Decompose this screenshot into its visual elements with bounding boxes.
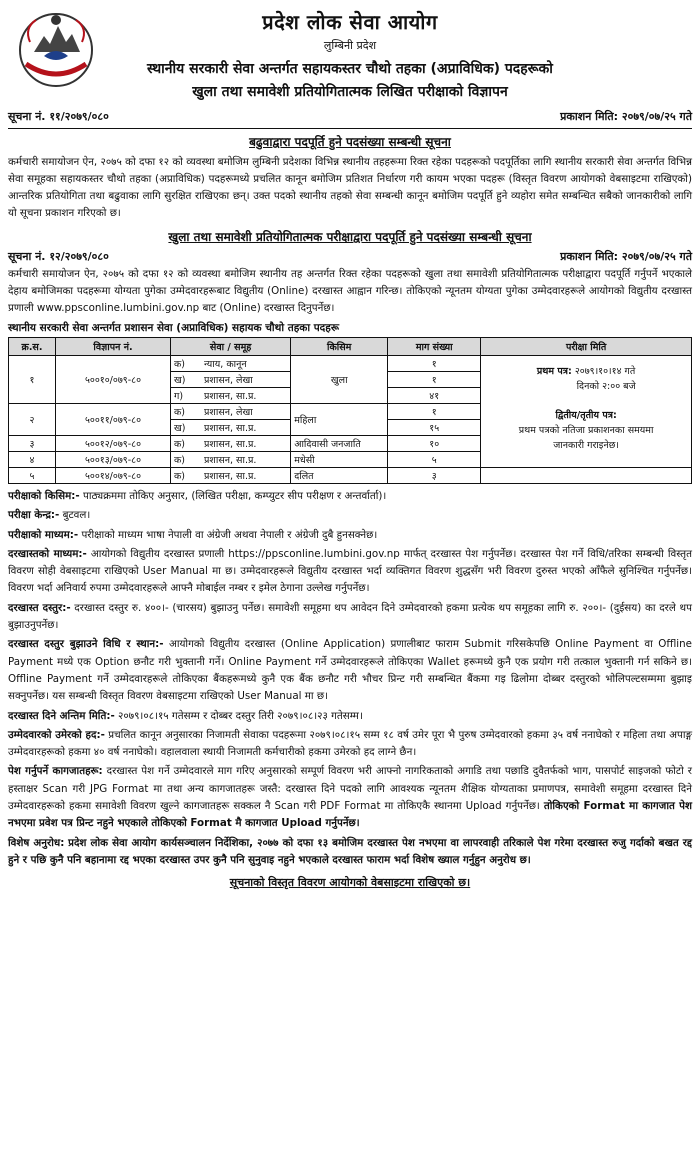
cell-count: १ [388,356,481,372]
medium-value: परीक्षाको माध्यम भाषा नेपाली वा अंग्रेजी अथवा नेपाली र अंग्रेजी दुबै हुनसक्नेछ। [81,528,378,541]
cell-k: क) [171,404,202,420]
cell-adv: ५००१३/०७९-८० [56,452,171,468]
app-medium-value: आयोगको विद्युतीय दरखास्त प्रणाली https://ppsconline.lumbini.gov.np मार्फत् दरखास्त पेश गर्नुपर्नेछ। दरखास्त पेश गर्ने विधि/तरिका सम्बन्धी विस्तृत विवरण सोही वेबसाइटमा राखिएको User Manual मा छ। उम्मेदवारहरूले विद्युतीय दरखास्त भर्दा व्यक्तिगत विवरण शुद्धसँग भरी विवरण दुरुस्त भएको आँफैले सुनिश्चित गर्नुपर्नेछ। विवरण भर्दा अनिवार्य रुपमा उम्मेदवारहरूले आफ्नै मोबाईल नम्बर र इमेल ठेगाना उल्लेख गर्नुपर्नेछ। [8,547,692,595]
special-label: विशेष अनुरोध: [8,836,65,849]
cell-count: १ [388,404,481,420]
col-adv: विज्ञापन नं. [56,338,171,356]
header-line-1: स्थानीय सरकारी सेवा अन्तर्गत सहायकस्तर चौथो तहका (अप्राविधिक) पदहरूको [147,61,553,77]
exam-first-time: दिनको २:०० बजे [576,381,636,392]
cell-sn: ५ [9,468,56,484]
cell-adv: ५००१४/०७९-८० [56,468,171,484]
posts-table [8,337,692,484]
center-row [8,507,692,524]
fee-value: दरखास्त दस्तुर रु. ४००।- (चारसय) बुझाउनु पर्नेछ। समावेशी समूहमा थप आवेदन दिने उम्मेदवारको हकमा प्रत्येक थप समूहका लागि रु. २००।- (दुईसय) का दरले थप बुझाउनुपर्नेछ। [8,601,692,632]
cell-kisim: मधेसी [291,452,388,468]
notice-1-subject: बढुवाद्वारा पदपूर्ति हुने पदसंख्या सम्बन्धी सूचना [249,135,451,149]
commission-title: प्रदेश लोक सेवा आयोग [262,10,438,34]
age-row [8,727,692,762]
special-row [8,835,692,870]
cell-exam-date [481,356,692,468]
cell-adv: ५००१२/०७९-८० [56,436,171,452]
docs-row [8,763,692,832]
cell-kisim: खुला [291,356,388,404]
nepal-emblem-icon [14,6,98,90]
footer-note: सूचनाको विस्तृत विवरण आयोगको वेबसाइटमा राखिएको छ। [229,876,471,890]
cell-k: क) [171,436,202,452]
notice-2-meta [8,249,692,264]
notice-1-meta [8,109,692,124]
cell-sn: ४ [9,452,56,468]
payment-value: आयोगको विद्युतीय दरखास्त (Online Application) प्रणालीबाट फाराम Submit गरिसकेपछि Online Payment वा Offline Payment मध्ये एक Option छनौट गरी भुक्तानी गर्ने। Online Payment गर्ने उम्मेदवारहरूले तोकिएका Wallet हरूमध्ये कुनै एक प्रयोग गरी तत्काल भुक्तानी गर्न सकिने छ। Offline Payment गर्ने उम्मेदवारहरूले तोकिएका बैंकहरूमध्ये कुनै एक बैंक छनौट गरी भौचर प्रिन्ट गरी सम्बन्धित बैंकमा गइ ढिलोमा दोब्बर दस्तुरको भोलिपल्टसम्ममा बुझाइ सक्नुपर्नेछ। यस सम्बन्धी विस्तृत विवरण वेबसाइटमा राखिएको User Manual मा छ। [8,638,692,703]
cell-count: ३ [388,468,481,484]
exam-type-row [8,488,692,505]
cell-kisim: दलित [291,468,388,484]
col-count: माग संख्या [388,338,481,356]
table-row [9,468,692,484]
notice-2-number: सूचना नं. १२/२०७९/०८० [8,250,109,263]
cell-k: ख) [171,372,202,388]
cell-count: १ [388,372,481,388]
app-medium-label: दरखास्तको माध्यम:- [8,547,87,560]
notice-2-body: कर्मचारी समायोजन ऐन, २०७५ को दफा १२ को व्यवस्था बमोजिम स्थानीय तह अन्तर्गत रिक्त रहेका पदहरूको खुला तथा समावेशी प्रतियोगितात्मक परीक्षाद्वारा पदपूर्ति गर्नुपर्ने भएकाले देहाय बमोजिमका पदहरूमा योग्यता पुगेका उम्मेदवारहरूबाट विद्युतीय (Online) दरखास्त आह्वान गरिन्छ। तोकिएको न्यूनतम योग्यता पुगेका उम्मेदवारहरूले आयोगको विद्युतीय दरखास्त प्रणाली www.ppsconline.lumbini.gov.np बाट (Online) दरखास्त दिनुपर्नेछ। [8,268,692,314]
cell-k: ग) [171,388,202,404]
notice-1-number: सूचना नं. ११/२०७९/०८० [8,110,109,123]
notice-1-date: प्रकाशन मिति: २०७९/०७/२५ गते [560,110,692,123]
info-section [8,488,692,869]
deadline-row [8,708,692,725]
special-value: प्रदेश लोक सेवा आयोग कार्यसञ्चालन निर्देशिका, २०७७ को दफा १३ बमोजिम दरखास्त पेश नभएमा वा लापरवाही तरिकाले पेश गरेमा दरखास्त रुजु गर्दाको बखत रद्द हुने र पछि कुनै पनि बहानामा रद्द भएका दरखास्त उपर कुनै पनि सुनुवाइ नहुने भएकाले दरखास्त फाराम भर्दा विशेष ख्याल गर्नुहुन अनुरोध छ। [8,836,693,866]
cell-sn: २ [9,404,56,436]
exam-first-date: २०७९।१०।१४ गते [574,366,636,377]
docs-warning: तोकिएको Format मा कागजात पेश नभएमा प्रवेश पत्र प्रिन्ट नहुने भएकाले तोकिएको Format मै कागजात Upload गर्नुपर्नेछ। [8,800,693,830]
docs-value: दरखास्त पेश गर्ने उम्मेदवारले माग गरिए अनुसारको सम्पूर्ण विवरण भरी आफ्नो नागरिकताको अगाडि तथा पछाडि दुवैतर्फको भाग, पासपोर्ट साइजको फोटो र हस्ताक्षर Scan गरी JPG Format मा तथा अन्य कागजातहरू जस्तै: दरखास्त दिने पदको लागि आवश्यक न्यूनतम शैक्षिक योग्यताका प्रमाणपत्र, समावेशी समूहमा दरखास्त दिने उम्मेदवारहरूको हकमा समावेशी विवरण खुल्ने कागजातहरू सक्कल नै Scan गरी PDF Format मा तोकिएकै स्थानमा Upload गर्नुपर्नेछ। [8,765,692,813]
table-row [9,356,692,372]
notice-2-date: प्रकाशन मिति: २०७९/०७/२५ गते [560,250,692,263]
table-header-row [9,338,692,356]
cell-count: ४१ [388,388,481,404]
cell-k: क) [171,452,202,468]
cell-service: प्रशासन, सा.प्र. [201,468,291,484]
center-value: बुटवल। [62,509,91,522]
exam-first-label: प्रथम पत्र: [536,366,572,377]
cell-service: न्याय, कानून [201,356,291,372]
cell-sn: १ [9,356,56,404]
exam-second-text: प्रथम पत्रको नतिजा प्रकाशनका समयमा जानकारी गराइनेछ। [518,425,654,451]
docs-label: पेश गर्नुपर्ने कागजातहरू: [8,765,103,778]
cell-k: ख) [171,420,202,436]
payment-label: दरखास्त दस्तुर बुझाउने विधि र स्थान:- [8,638,164,651]
age-label: उम्मेदवारको उमेरको हद:- [8,728,105,741]
cell-k: क) [171,468,202,484]
cell-kisim: आदिवासी जनजाति [291,436,388,452]
exam-type-value: पाठ्यक्रममा तोकिए अनुसार, (लिखित परीक्षा, कम्प्युटर सीप परीक्षण र अन्तर्वार्ता)। [82,490,387,502]
cell-kisim: महिला [291,404,388,436]
cell-adv: ५००११/०७९-८० [56,404,171,436]
cell-service: प्रशासन, लेखा [201,372,291,388]
deadline-label: दरखास्त दिने अन्तिम मिति:- [8,709,115,722]
col-sn: क्र.स. [9,338,56,356]
cell-adv: ५००१०/०७९-८० [56,356,171,404]
cell-count: ५ [388,452,481,468]
center-label: परीक्षा केन्द्र:- [8,509,60,522]
cell-service: प्रशासन, सा.प्र. [201,452,291,468]
exam-second-label: द्वितीय/तृतीय पत्र: [555,410,617,421]
col-service: सेवा / समूह [171,338,291,356]
col-kisim: किसिम [291,338,388,356]
header [8,8,692,101]
notice-1-body: कर्मचारी समायोजन ऐन, २०७५ को दफा १२ को व्यवस्था बमोजिम लुम्बिनी प्रदेशका विभिन्न स्थानीय तहहरूमा रिक्त रहेका पदहरूको पदपूर्तिका लागि स्थानीय सरकारी सेवा अन्तर्गत विभिन्न सेवा समूहका सहायकस्तर चौथो तहका (अप्राविधिक) पदहरूमध्ये प्रचलित कानून बमोजिम प्रतिशत निर्धारण गरी कायम भएका पदहरू (विस्तृत विवरण आयोगको वेबसाइटमा राखिएको) आन्तरिक प्रतियोगिता तथा बढुवाका लागि सुरक्षित राखिएका छन्। उक्त पदको स्थानीय तहको सेवा सम्बन्धी कानून बमोजिम पदपूर्ति हुने व्यहोरा समेत सम्बन्धित सबैको जानकारीको लागि यो सूचना प्रकाशन गरिएको छ। [8,156,692,219]
cell-count: १० [388,436,481,452]
divider [8,128,692,129]
cell-exam-filler [481,468,692,484]
cell-service: प्रशासन, सा.प्र. [201,420,291,436]
cell-service: प्रशासन, लेखा [201,404,291,420]
exam-type-label: परीक्षाको किसिम:- [8,490,80,502]
table-title: स्थानीय सरकारी सेवा अन्तर्गत प्रशासन सेवा (अप्राविधिक) सहायक चौथो तहका पदहरू [8,322,339,334]
fee-row [8,600,692,635]
cell-sn: ३ [9,436,56,452]
notice-2-subject: खुला तथा समावेशी प्रतियोगितात्मक परीक्षाद्वारा पदपूर्ति हुने पदसंख्या सम्बन्धी सूचना [168,230,532,244]
fee-label: दरखास्त दस्तुर:- [8,601,71,614]
province-name: लुम्बिनी प्रदेश [323,39,377,52]
cell-service: प्रशासन, सा.प्र. [201,436,291,452]
header-line-2: खुला तथा समावेशी प्रतियोगितात्मक लिखित परीक्षाको विज्ञापन [192,84,508,100]
app-medium-row [8,546,692,598]
medium-row [8,527,692,544]
col-exam-date: परीक्षा मिति [481,338,692,356]
deadline-value: २०७९।०८।१५ गतेसम्म र दोब्बर दस्तुर तिरी २०७९।०८।२३ गतेसम्म। [118,709,363,722]
cell-service: प्रशासन, सा.प्र. [201,388,291,404]
medium-label: परीक्षाको माध्यम:- [8,528,79,541]
cell-k: क) [171,356,202,372]
payment-row [8,636,692,705]
age-value: प्रचलित कानून अनुसारका निजामती सेवाका पदहरूमा २०७९।०८।१५ सम्म १८ वर्ष उमेर पूरा भै पुरुष उम्मेदवारको हकमा ३५ वर्ष ननाघेको र महिला तथा अपाङ्ग उम्मेदवारहरूको हकमा ४० वर्ष ननाघेको। वहालवाला स्थायी निजामती कर्मचारीको हकमा उमेरको हद लाग्ने छैन। [8,728,693,759]
cell-count: १५ [388,420,481,436]
